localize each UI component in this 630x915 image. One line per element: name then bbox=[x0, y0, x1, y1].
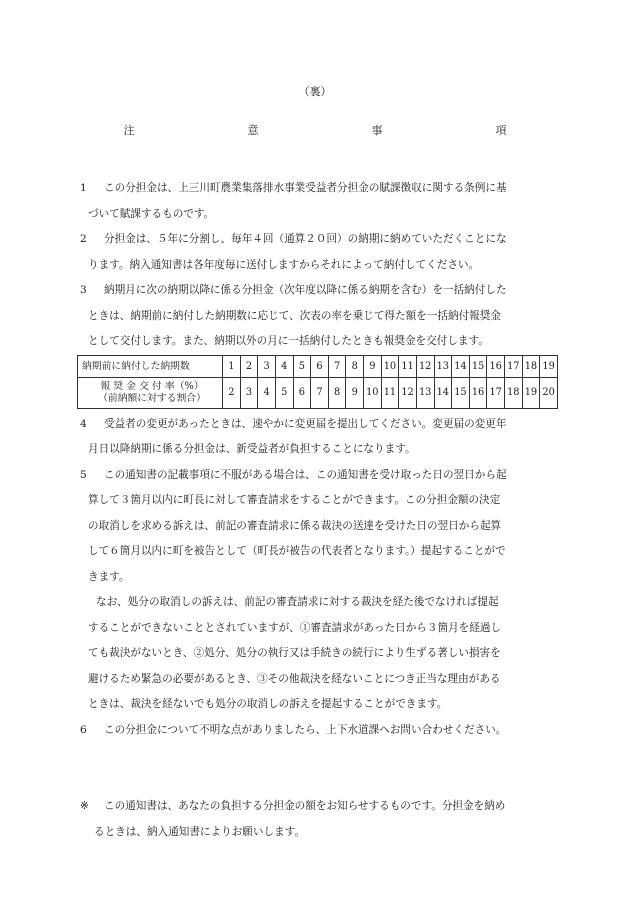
item-line: ても裁決がないとき、②処分、処分の執行又は手続きの続行により生ずる著しい損害を bbox=[88, 647, 501, 659]
item-line: ります。納入通知書は各年度毎に送付しますからそれによって納付してください。 bbox=[88, 258, 480, 271]
table-cell: 1 bbox=[223, 355, 241, 377]
table-cell: 5 bbox=[293, 355, 311, 377]
item-line: して６箇月以内に町を被告として（町長が被告の代表者となります。）提起することがで bbox=[88, 545, 506, 557]
table-cell: 3 bbox=[258, 355, 276, 377]
item-line: することができないこととされていますが、①審査請求があった日から３箇月を経過し bbox=[88, 621, 502, 634]
title-char: 事 bbox=[371, 124, 383, 137]
item-line: ときは、納期前に納付した納期数に応じて、次表の率を乗じて得た額を一括納付報奨金 bbox=[88, 309, 501, 322]
list-item bbox=[80, 463, 558, 591]
rate-table bbox=[77, 355, 558, 409]
item-number: 6 bbox=[80, 723, 87, 736]
item-number: 4 bbox=[80, 417, 87, 430]
table-cell: 17 bbox=[487, 377, 505, 408]
table-cell: 16 bbox=[469, 377, 487, 408]
table-cell: 6 bbox=[293, 377, 311, 408]
table-cell: 10 bbox=[381, 355, 399, 377]
item-line: 避けるため緊急の必要があるとき、③その他裁決を経ないことにつき正当な理由がある bbox=[88, 672, 501, 685]
table-cell: 9 bbox=[364, 355, 382, 377]
table-row bbox=[78, 355, 558, 377]
table-cell: 5 bbox=[275, 377, 293, 408]
table-row-label: 納期前に納付した納期数 bbox=[78, 355, 223, 377]
table-cell: 2 bbox=[223, 377, 241, 408]
table-cell: 2 bbox=[240, 355, 258, 377]
table-row bbox=[78, 377, 558, 408]
item-line: ときは、裁決を経ないでも処分の取消しの訴えを提起することができます。 bbox=[88, 698, 448, 710]
item-line: この分担金について不明な点がありましたら、上下水道課へお問い合わせください。 bbox=[104, 723, 507, 736]
item-number: 1 bbox=[80, 182, 87, 194]
item-line: の取消しを求める訴えは、前記の審査請求に係る裁決の送達を受けた日の翌日から起算 bbox=[88, 519, 502, 532]
table-cell: 14 bbox=[434, 377, 452, 408]
rate-label-line: 報 奨 金 交 付 率（%） bbox=[100, 380, 204, 392]
item-line: 分担金は、５年に分割し、毎年４回（通算２０回）の納期に納めていただくことにな bbox=[104, 233, 507, 245]
footer-note bbox=[80, 794, 558, 845]
table-cell: 7 bbox=[328, 355, 346, 377]
list-item bbox=[80, 412, 558, 463]
title-char: 注 bbox=[123, 124, 135, 137]
table-cell: 11 bbox=[399, 355, 417, 377]
item-line: 算して３箇月以内に町長に対して審査請求をすることができます。この分担金額の決定 bbox=[88, 494, 501, 506]
back-side-label: （裏） bbox=[298, 85, 332, 98]
item-line: この分担金は、上三川町農業集落排水事業受益者分担金の賦課徴収に関する条例に基 bbox=[104, 182, 507, 194]
table-cell: 18 bbox=[522, 355, 540, 377]
item-line: として交付します。また、納期以外の月に一括納付したときも報奨金を交付します。 bbox=[88, 335, 489, 347]
table-cell: 9 bbox=[346, 377, 364, 408]
title-char: 意 bbox=[247, 124, 259, 137]
table-cell: 8 bbox=[346, 355, 364, 377]
table-cell: 15 bbox=[452, 377, 470, 408]
table-cell: 4 bbox=[275, 355, 293, 377]
table-cell: 3 bbox=[240, 377, 258, 408]
table-cell: 7 bbox=[311, 377, 329, 408]
table-cell: 15 bbox=[469, 355, 487, 377]
table-cell: 18 bbox=[505, 377, 523, 408]
table-cell: 13 bbox=[416, 377, 434, 408]
note-mark: ※ bbox=[80, 800, 89, 812]
item-line: づいて賦課するものです。 bbox=[88, 207, 215, 220]
title-char: 項 bbox=[495, 124, 507, 137]
table-cell: 17 bbox=[505, 355, 523, 377]
table-cell: 12 bbox=[399, 377, 417, 408]
item-line: この通知書の記載事項に不服がある場合は、この通知書を受け取った日の翌日から起 bbox=[104, 468, 507, 481]
table-cell: 19 bbox=[522, 377, 540, 408]
table-cell: 12 bbox=[416, 355, 434, 377]
list-item bbox=[80, 278, 558, 355]
table-cell: 10 bbox=[364, 377, 382, 408]
note-line: るときは、納入通知書によりお願いします。 bbox=[94, 825, 306, 838]
item-line: 納期月に次の納期以降に係る分担金（次年度以降に係る納期を含む）を一括納付した bbox=[104, 284, 507, 296]
table-cell: 19 bbox=[540, 355, 558, 377]
list-item-paragraph bbox=[80, 590, 558, 718]
table-cell: 16 bbox=[487, 355, 505, 377]
item-line: 月日以降納期に係る分担金は、新受益者が負担することになります。 bbox=[88, 443, 416, 455]
item-number: 5 bbox=[80, 468, 87, 481]
table-cell: 20 bbox=[540, 377, 558, 408]
list-item bbox=[80, 718, 558, 744]
item-number: 3 bbox=[80, 284, 87, 296]
table-cell: 8 bbox=[328, 377, 346, 408]
table-cell: 14 bbox=[452, 355, 470, 377]
item-number: 2 bbox=[80, 233, 87, 245]
item-line: 受益者の変更があったときは、速やかに変更届を提出してください。変更届の変更年 bbox=[104, 417, 507, 430]
item-line: きます。 bbox=[88, 570, 130, 583]
table-cell: 11 bbox=[381, 377, 399, 408]
rate-label-line: （前納額に対する割合） bbox=[98, 392, 206, 404]
table-cell: 6 bbox=[311, 355, 329, 377]
note-line: この通知書は、あなたの負担する分担金の額をお知らせするものです。分担金を納め bbox=[104, 800, 506, 812]
list-item bbox=[80, 227, 558, 278]
item-line: なお、処分の取消しの訴えは、前記の審査請求に対する裁決を経た後でなければ提起 bbox=[96, 596, 499, 608]
table-cell: 4 bbox=[258, 377, 276, 408]
table-row-label bbox=[78, 377, 223, 408]
list-item bbox=[80, 176, 558, 227]
notes-body bbox=[80, 176, 558, 743]
page-title bbox=[0, 122, 630, 138]
table-cell: 13 bbox=[434, 355, 452, 377]
